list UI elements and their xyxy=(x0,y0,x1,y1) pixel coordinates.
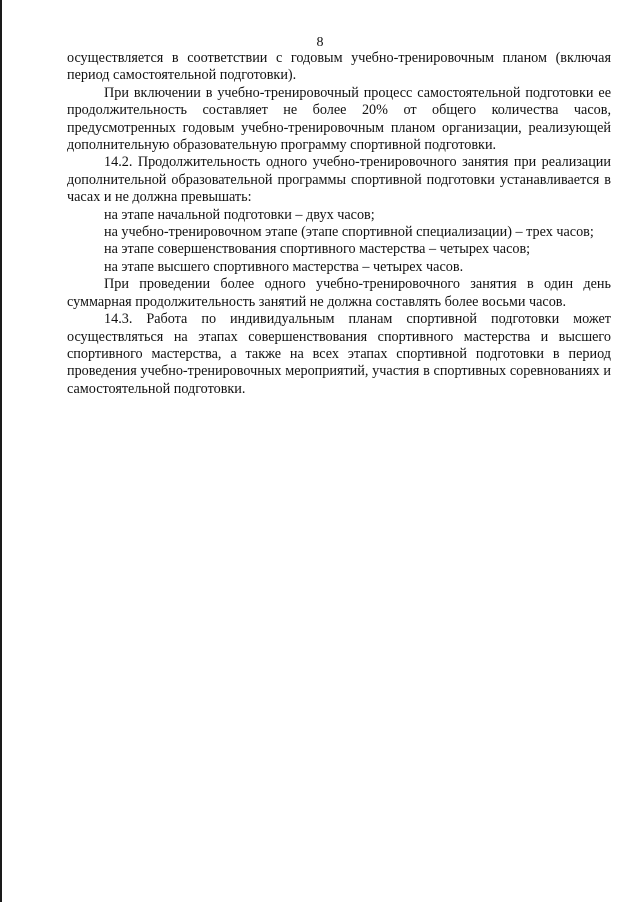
paragraph-14-2: 14.2. Продолжительность одного учебно-тренировочного занятия при реализации дополнительной образовательной программы спортивной подготовки устанавливается в часах и не должна превышать: xyxy=(67,154,611,206)
paragraph-continuation: осуществляется в соответствии с годовым учебно-тренировочным планом (включая период самостоятельной подготовки). xyxy=(67,50,611,84)
list-item-initial-stage: на этапе начальной подготовки – двух часов; xyxy=(104,206,375,223)
paragraph-self-training: При включении в учебно-тренировочный процесс самостоятельной подготовки ее продолжительность составляет не более 20% от общего количества часов, предусмотренных годовым учебно-тренировочным планом организации, реализующей дополнительную образовательную программу спортивной подготовки. xyxy=(67,84,611,154)
document-body xyxy=(67,50,611,398)
list-item-training-stage: на учебно-тренировочном этапе (этапе спортивной специализации) – трех часов; xyxy=(104,224,594,241)
page-number: 8 xyxy=(316,35,324,50)
list-item-highest-stage: на этапе высшего спортивного мастерства – четырех часов. xyxy=(104,258,464,275)
scan-edge-line xyxy=(0,0,2,902)
list-item-improvement-stage: на этапе совершенствования спортивного мастерства – четырех часов; xyxy=(104,241,531,258)
paragraph-daily-limit: При проведении более одного учебно-тренировочного занятия в один день суммарная продолжительность занятий не должна составлять более восьми часов. xyxy=(67,276,611,310)
paragraph-14-3: 14.3. Работа по индивидуальным планам спортивной подготовки может осуществляться на этапах совершенствования спортивного мастерства и высшего спортивного мастерства, а также на всех этапах спортивной подготовки в период проведения учебно-тренировочных мероприятий, участия в спортивных соревнованиях и самостоятельной подготовки. xyxy=(67,311,611,397)
